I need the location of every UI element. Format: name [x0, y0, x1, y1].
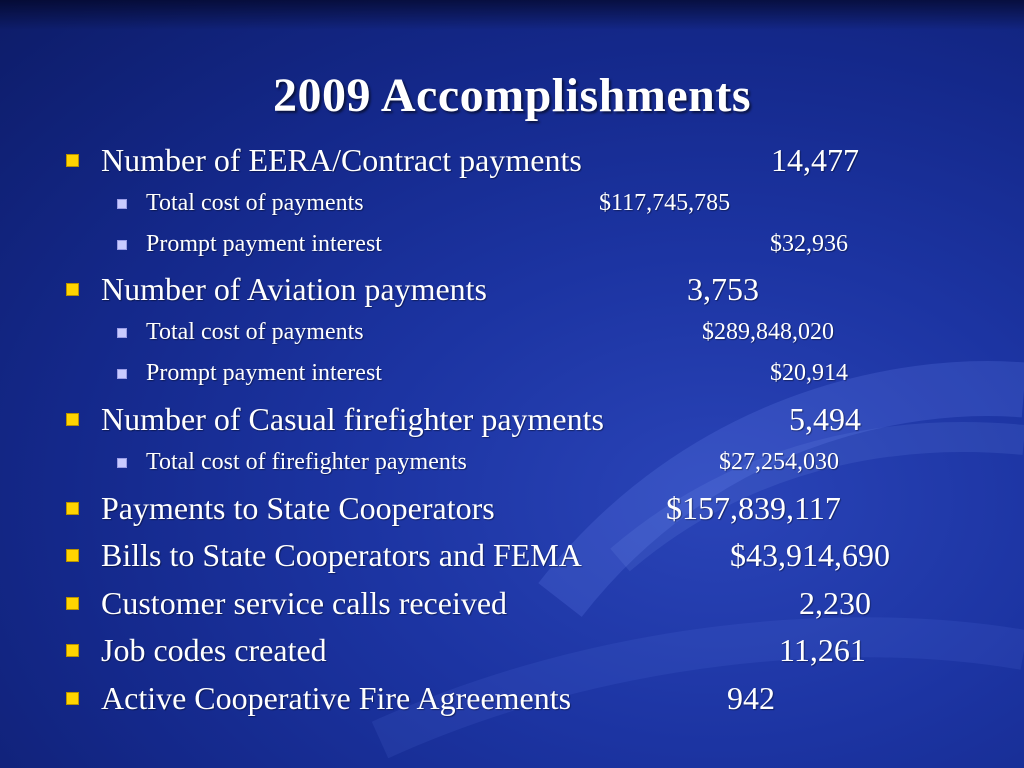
item-label: Total cost of payments — [146, 319, 364, 345]
square-bullet-icon — [117, 240, 127, 250]
item-value: 3,753 — [687, 271, 759, 307]
square-bullet-icon — [66, 644, 79, 657]
item-value: 942 — [727, 680, 775, 716]
item-label: Prompt payment interest — [146, 231, 382, 257]
square-bullet-icon — [66, 597, 79, 610]
item-value: $20,914 — [770, 360, 848, 386]
item-label: Bills to State Cooperators and FEMA — [101, 537, 582, 573]
item-label: Number of Casual firefighter payments — [101, 401, 604, 437]
item-label: Active Cooperative Fire Agreements — [101, 680, 572, 716]
square-bullet-icon — [117, 458, 127, 468]
item-label: Number of Aviation payments — [101, 271, 487, 307]
square-bullet-icon — [66, 283, 79, 296]
item-label: Number of EERA/Contract payments — [101, 142, 582, 178]
square-bullet-icon — [66, 502, 79, 515]
item-value: 14,477 — [771, 142, 859, 178]
square-bullet-icon — [117, 328, 127, 338]
square-bullet-icon — [66, 154, 79, 167]
item-value: 2,230 — [799, 585, 871, 621]
item-value: $117,745,785 — [599, 190, 731, 216]
item-value: $157,839,117 — [666, 490, 841, 526]
item-label: Total cost of firefighter payments — [146, 449, 467, 475]
item-value: 11,261 — [779, 632, 866, 668]
square-bullet-icon — [66, 692, 79, 705]
square-bullet-icon — [117, 199, 127, 209]
item-label: Prompt payment interest — [146, 360, 382, 386]
square-bullet-icon — [66, 549, 79, 562]
item-value: $43,914,690 — [730, 537, 890, 573]
item-value: $289,848,020 — [702, 319, 834, 345]
item-value: $32,936 — [770, 231, 848, 257]
item-value: $27,254,030 — [719, 449, 839, 475]
item-label: Customer service calls received — [101, 585, 508, 621]
item-label: Total cost of payments — [146, 190, 364, 216]
square-bullet-icon — [117, 369, 127, 379]
item-label: Job codes created — [101, 632, 327, 668]
item-value: 5,494 — [789, 401, 861, 437]
item-label: Payments to State Cooperators — [101, 490, 495, 526]
slide-title: 2009 Accomplishments — [273, 69, 751, 122]
square-bullet-icon — [66, 413, 79, 426]
